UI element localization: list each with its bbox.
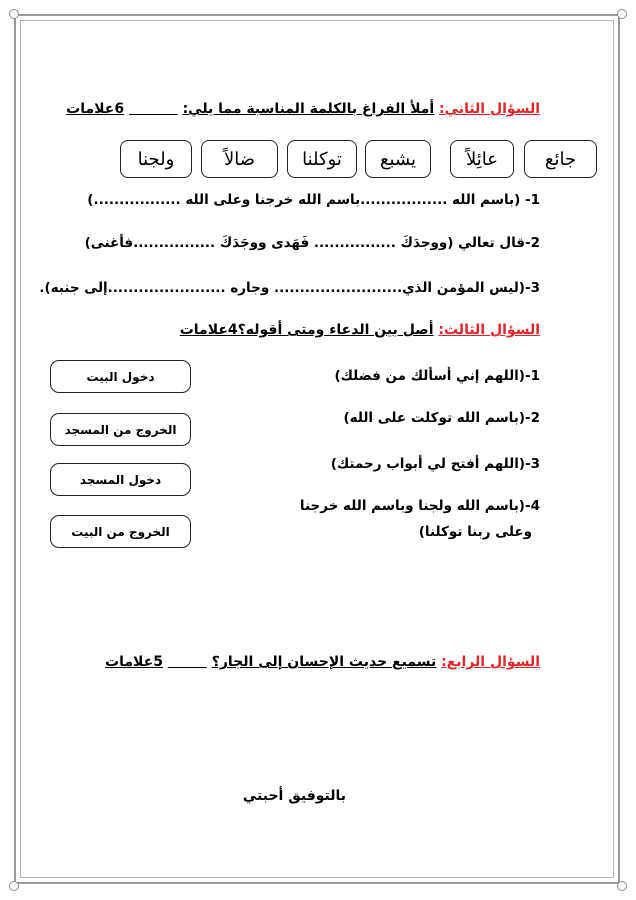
q2-item-1: 1- (باسم الله .................باسم الله خرجنا وعلى الله .................) bbox=[87, 192, 540, 208]
match-option: دخول المسجد bbox=[50, 463, 191, 496]
q3-item-3: 3-(اللهم أفتح لي أبواب رحمتك) bbox=[330, 456, 540, 472]
q2-item-2: 2-قال تعالي (ووجدَكَ ................ فَهَدى ووجَدَكَ ................فأغنى) bbox=[84, 235, 540, 251]
match-option: الخروج من البيت bbox=[50, 515, 191, 548]
word-bank-item: جائع bbox=[524, 140, 597, 178]
word-bank-item: ضالاً bbox=[201, 140, 278, 178]
border-corner-ornament bbox=[617, 881, 627, 891]
word-bank-item: عائِلاً bbox=[450, 140, 514, 178]
border-corner-ornament bbox=[617, 9, 627, 19]
q2-item-3: 3-(ليس المؤمن الذي......................... وجاره .......................إلى جنبه). bbox=[39, 280, 540, 296]
q2-instruction: أملأ الفراغ بالكلمة المناسبة مما يلي: bbox=[182, 101, 435, 117]
q4-instruction: تسميع حديث الإحسان إلى الجار؟ bbox=[211, 654, 437, 670]
q3-instruction: أصل بين الدعاء ومتى أقوله؟4علامات bbox=[179, 322, 434, 338]
q3-item-4-continued: وعلى ربنا توكلنا) bbox=[418, 524, 532, 540]
q4-heading bbox=[105, 654, 540, 670]
q3-item-1: 1-(اللهم إني أسألك من فضلك) bbox=[334, 368, 540, 384]
border-corner-ornament bbox=[9, 9, 19, 19]
q3-title: السؤال الثالث: bbox=[438, 322, 540, 338]
q4-marks: 5علامات bbox=[105, 654, 163, 670]
q3-heading bbox=[180, 322, 540, 338]
q2-marks: 6علامات bbox=[66, 101, 125, 117]
q3-item-2: 2-(باسم الله توكلت على الله) bbox=[343, 410, 540, 426]
word-bank-item: توكلنا bbox=[287, 140, 357, 178]
q4-spacer bbox=[168, 654, 207, 670]
word-bank-item: ولجنا bbox=[120, 140, 192, 178]
closing-message: بالتوفيق أحبتي bbox=[242, 788, 346, 804]
match-option: دخول البيت bbox=[50, 360, 191, 393]
match-option: الخروج من المسجد bbox=[50, 413, 191, 446]
q2-heading bbox=[66, 101, 540, 117]
word-bank-item: يشبع bbox=[365, 140, 431, 178]
q2-title: السؤال الثاني: bbox=[439, 101, 540, 117]
q2-spacer bbox=[129, 101, 178, 117]
q4-title: السؤال الرابع: bbox=[441, 654, 540, 670]
q3-item-4: 4-(باسم الله ولجنا وباسم الله خرجنا bbox=[299, 498, 540, 514]
border-corner-ornament bbox=[9, 881, 19, 891]
